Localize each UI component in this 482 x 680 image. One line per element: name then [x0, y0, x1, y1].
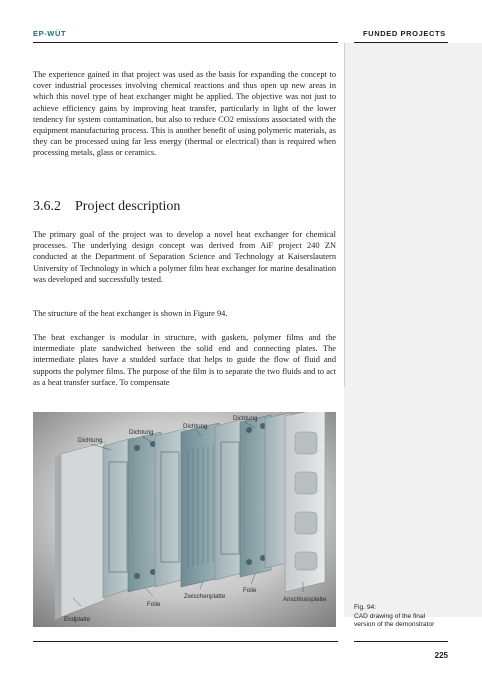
label-anschlussplatte: Anschlussplatte: [283, 596, 327, 603]
heat-exchanger-cad-illustration: [33, 412, 336, 627]
footer-rule-main: [33, 641, 338, 642]
label-folie-2: Folie: [243, 587, 257, 594]
section-number: 3.6.2: [33, 199, 61, 214]
label-dichtung-1: Dichtung: [78, 437, 103, 444]
paragraph-goal: The primary goal of the project was to develop a novel heat exchanger for chemical processes. The underlying design concept was derived from AiF project 240 ZN conducted at the Department of Separation Science and Technology at Kaiserslautern University of Technology in which a polymer film heat exchanger for marine desalination was developed and successfully tested.: [33, 230, 336, 284]
label-dichtung-3: Dichtung: [183, 423, 208, 430]
figure-caption-number: Fig. 94:: [354, 604, 376, 611]
figure-caption-text-2: version of the demonstrator: [354, 621, 435, 628]
header-rule-side: [354, 42, 448, 43]
label-dichtung-2: Dichtung: [129, 429, 154, 436]
label-endplatte: Endplatte: [64, 616, 91, 623]
paragraph-structure-ref: The structure of the heat exchanger is shown in Figure 94.: [33, 309, 228, 318]
figure-caption-text-1: CAD drawing of the final: [354, 612, 426, 620]
gasket-2: [155, 429, 185, 587]
margin-column-divider: [344, 43, 345, 387]
figure-cad-drawing: [33, 412, 336, 627]
figure-caption: [354, 604, 448, 630]
label-dichtung-4: Dichtung: [233, 415, 258, 422]
footer-rule-side: [354, 641, 448, 642]
end-plate: [61, 442, 105, 617]
intermediate-plate: [181, 423, 219, 587]
section-title: Project description: [75, 199, 181, 214]
margin-column-background: [344, 43, 482, 617]
header-rule-main: [33, 42, 338, 43]
header-section-tag: EP-WÜT: [33, 29, 67, 38]
page-number: 225: [434, 651, 448, 660]
paragraph-intro: The experience gained in that project was used as the basis for expanding the concept to cover industrial processes involving chemical reactions and thus open up new areas in which this novel type of heat exchanger might be applied. The objective was not just to achieve efficiency gains by improving heat transfer, particularly in light of the lower tendency for system contamination, but also to reduce CO2 emissions associated with the equipment manufacturing process. This is another benefit of using polymeric materials, as they can be processed using far less energy (thermal or electrical) than is required when processing metals, glass or ceramics.: [33, 70, 336, 158]
label-zwischenplatte: Zwischenplatte: [184, 593, 226, 600]
section-heading: [33, 198, 336, 216]
label-folie-1: Folie: [147, 601, 161, 608]
paragraph-modular: The heat exchanger is modular in structure, with gaskets, polymer films and the intermediate plate sandwiched between the solid end and connecting plates. The intermediate plates have a studded surface that helps to guide the flow of fluid and supports the polymer films. The purpose of the film is to separate the two fluids and to act as a heat transfer surface. To compensate: [33, 333, 336, 387]
header-category: FUNDED PROJECTS: [363, 29, 446, 38]
